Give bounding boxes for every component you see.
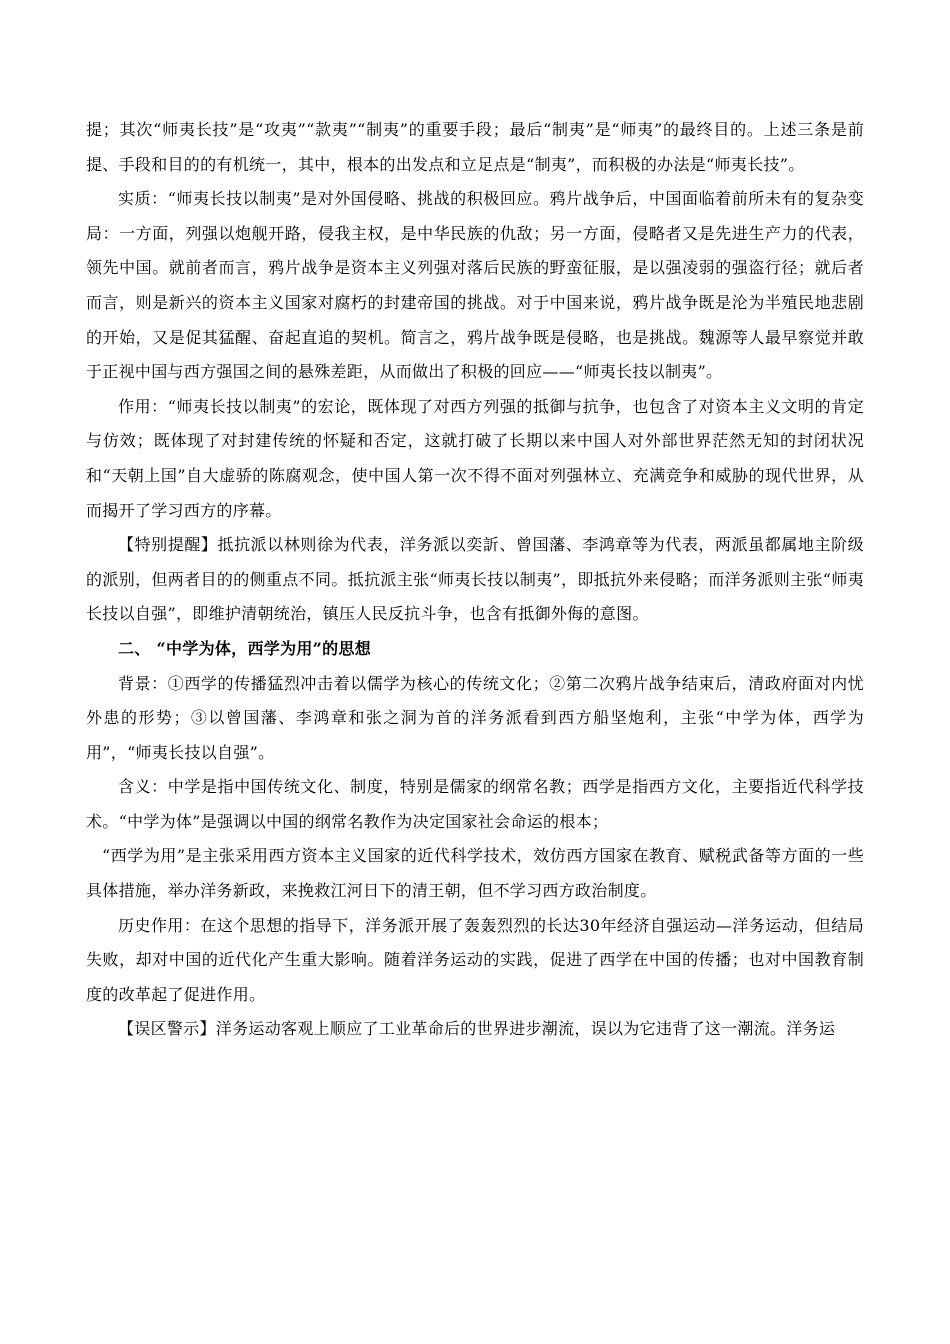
paragraph-historical-effect: 历史作用：在这个思想的指导下，洋务派开展了轰轰烈烈的长达30年经济自强运动—洋务运动，但结局失败，却对中国的近代化产生重大影响。随着洋务运动的实践，促进了西学在中国的传播；也对中国教育制度的改革起了促进作用。 [86, 915, 864, 1004]
paragraph-special-reminder: 【特别提醒】抵抗派以林则徐为代表，洋务派以奕訢、曾国藩、李鸿章等为代表，两派虽都属地主阶级的派别，但两者目的的侧重点不同。抵抗派主张“师夷长技以制夷”，即抵抗外来侵略；而洋务派则主张“师夷长技以自强”，即维护清朝统治，镇压人民反抗斗争，也含有抵御外侮的意图。 [86, 535, 864, 624]
paragraph-misconception-warning: 【误区警示】洋务运动客观上顺应了工业革命后的世界进步潮流，误以为它违背了这一潮流。洋务运 [118, 1019, 836, 1039]
paragraph-essence: 实质：“师夷长技以制夷”是对外国侵略、挑战的积极回应。鸦片战争后，中国面临着前所未有的复杂变局：一方面，列强以炮舰开路，侵我主权，是中华民族的仇敌；另一方面，侵略者又是先进生产力的代表，领先中国。就前者而言，鸦片战争是资本主义列强对落后民族的野蛮征服，是以强凌弱的强盗行径；就后者而言，则是新兴的资本主义国家对腐朽的封建帝国的挑战。对于中国来说，鸦片战争既是沦为半殖民地悲剧的开始，又是促其猛醒、奋起直追的契机。简言之，鸦片战争既是侵略，也是挑战。魏源等人最早察觉并敢于正视中国与西方强国之间的悬殊差距，从而做出了积极的回应——“师夷长技以制夷”。 [86, 189, 864, 382]
document-body [86, 113, 864, 1047]
paragraph-background: 背景：①西学的传播猛烈冲击着以儒学为核心的传统文化；②第二次鸦片战争结束后，清政府面对内忧外患的形势；③以曾国藩、李鸿章和张之洞为首的洋务派看到西方船坚炮利，主张“中学为体，西学为用”，“师夷长技以自强”。 [86, 673, 864, 762]
section-heading-zhongti-xiyong: 二、 “中学为体，西学为用”的思想 [118, 638, 372, 658]
paragraph-effect: 作用：“师夷长技以制夷”的宏论，既体现了对西方列强的抵御与抗争，也包含了对资本主义文明的肯定与仿效；既体现了对封建传统的怀疑和否定，这就打破了长期以来中国人对外部世界茫然无知的封闭状况和“天朝上国”自大虚骄的陈腐观念，使中国人第一次不得不面对列强林立、充满竞争和威胁的现代世界，从而揭开了学习西方的序幕。 [86, 396, 864, 520]
paragraph-xixue-weiyong: “西学为用”是主张采用西方资本主义国家的近代科学技术，效仿西方国家在教育、赋税武备等方面的一些具体措施，举办洋务新政，来挽救江河日下的清王朝，但不学习西方政治制度。 [86, 846, 864, 901]
paragraph-means-and-goal: 提；其次“师夷长技”是“攻夷”“款夷”“制夷”的重要手段；最后“制夷”是“师夷”的最终目的。上述三条是前提、手段和目的的有机统一，其中，根本的出发点和立足点是“制夷”，而积极的办法是“师夷长技”。 [86, 120, 864, 174]
paragraph-meaning: 含义：中学是指中国传统文化、制度，特别是儒家的纲常名教；西学是指西方文化，主要指近代科学技术。“中学为体”是强调以中国的纲常名教作为决定国家社会命运的根本； [86, 777, 864, 831]
